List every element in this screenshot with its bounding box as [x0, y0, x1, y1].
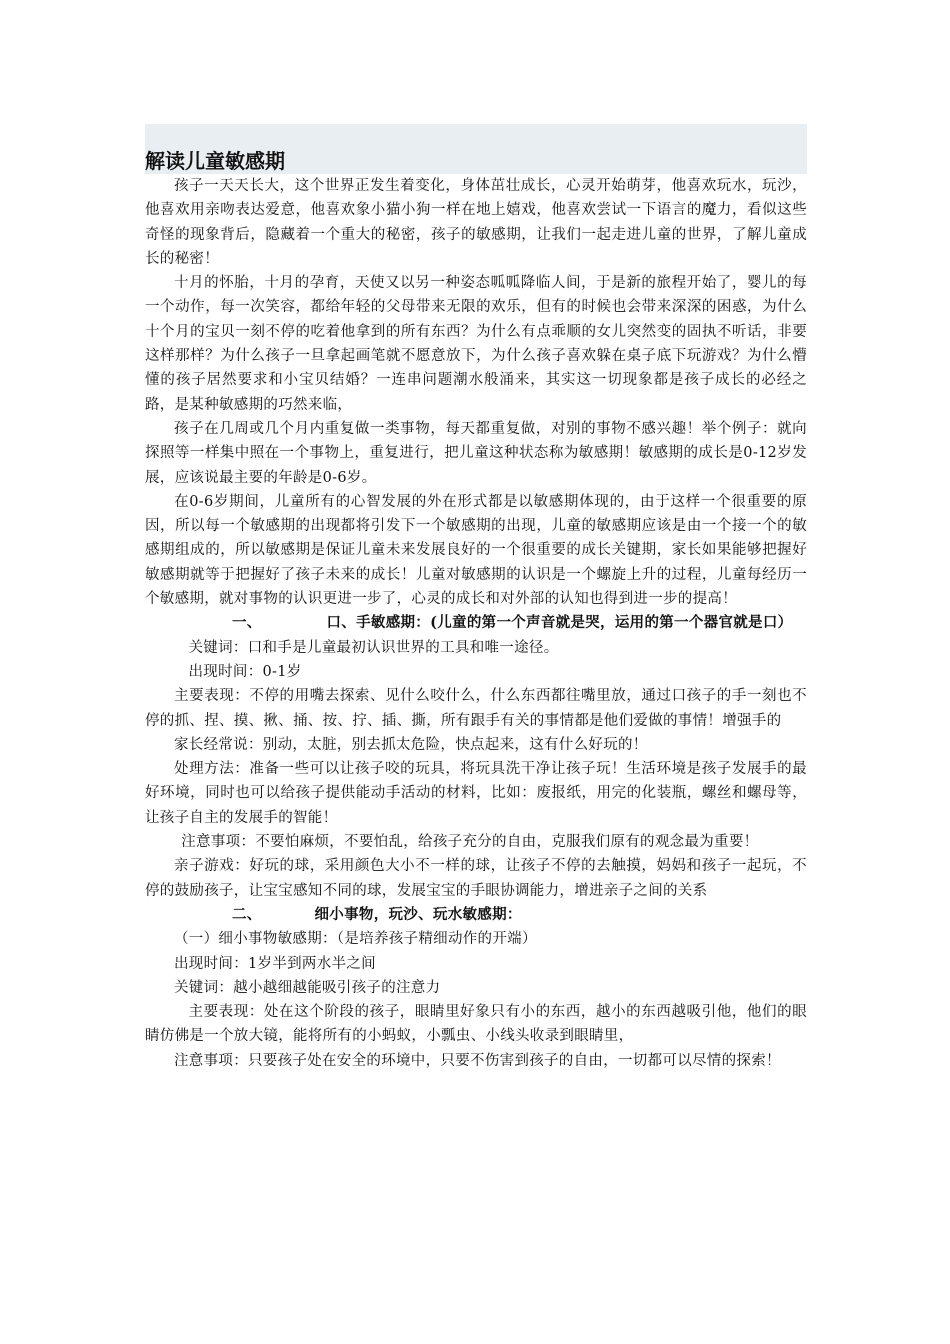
paragraph-definition: 孩子在几周或几个月内重复做一类事物，每天都重复做，对别的事物不感兴趣！举个例子：就向探照等一样集中照在一个事物上，重复进行，把儿童这种状态称为敏感期！敏感期的成长是0-12岁发展，应该说最主要的年龄是0-6岁。 — [145, 420, 807, 486]
section1-time: 出现时间：0-1岁 — [188, 663, 302, 680]
section1-parents: 家长经常说：别动，太脏，别去抓太危险，快点起来，这有什么好玩的！ — [174, 736, 648, 753]
section1-keyword: 关键词：口和手是儿童最初认识世界的工具和唯一途径。 — [188, 639, 559, 656]
section2-keyword: 关键词：越小越细越能吸引孩子的注意力 — [174, 979, 441, 996]
section2-number: 二、 — [232, 905, 262, 923]
section1-method: 处理方法：准备一些可以让孩子咬的玩具，将玩具洗干净让孩子玩！生活环境是孩子发展手的最好环境，同时也可以给孩子提供能动手活动的材料，比如：废报纸，用完的化装瓶，螺丝和螺母等，让孩子自主的发展手的智能！ — [145, 761, 807, 826]
section1-number: 一、 — [232, 614, 262, 632]
section2-performance: 主要表现：处在这个阶段的孩子，眼睛里好象只有小的东西，越小的东西越吸引他，他们的眼睛仿佛是一个放大镜，能将所有的小蚂蚁，小瓢虫、小线头收录到眼睛里， — [145, 1004, 807, 1045]
section1-performance: 主要表现：不停的用嘴去探索、见什么咬什么，什么东西都往嘴里放，通过口孩子的手一刻也不停的抓、捏、摸、揪、捅、按、拧、插、撕，所有跟手有关的事情都是他们爱做的事情！增强手的 — [145, 688, 807, 729]
section2-notice: 注意事项：只要孩子处在安全的环境中，只要不伤害到孩子的自由，一切都可以尽情的探索！ — [174, 1052, 781, 1069]
section2-time: 出现时间：1岁半到两水半之间 — [174, 955, 376, 972]
title-banner — [145, 124, 807, 174]
section1-notice: 注意事项：不要怕麻烦，不要怕乱，给孩子充分的自由，克服我们原有的观念最为重要！ — [181, 834, 759, 851]
section1-heading — [145, 611, 807, 635]
section2-subheading: （一）细小事物敏感期：（是培养孩子精细动作的开端） — [174, 931, 537, 948]
section2-title: 细小事物，玩沙、玩水敏感期： — [314, 905, 522, 923]
section1-game: 亲子游戏：好玩的球，采用颜色大小不一样的球，让孩子不停的去触摸，妈妈和孩子一起玩，不停的鼓励孩子，让宝宝感知不同的球，发展宝宝的手眼协调能力，增进亲子之间的关系 — [145, 858, 807, 899]
paragraph-intro: 孩子一天天长大，这个世界正发生着变化，身体茁壮成长，心灵开始萌芽，他喜欢玩水，玩沙，他喜欢用亲吻表达爱意，他喜欢象小猫小狗一样在地上嬉戏，他喜欢尝试一下语言的魔力，看似这些奇怪的现象背后，隐藏着一个重大的秘密，孩子的敏感期，让我们一起走进儿童的世界，了解儿童成长的秘密！ — [145, 178, 807, 267]
paragraph-pregnancy: 十月的怀胎，十月的孕育，天使又以另一种姿态呱呱降临人间，于是新的旅程开始了，婴儿的每一个动作，每一次笑容，都给年轻的父母带来无限的欢乐，但有的时候也会带来深深的困惑，为什么十个月的宝贝一刻不停的吃着他拿到的所有东西？为什么有点乖顺的女儿突然变的固执不听话，非要这样那样？为什么孩子一旦拿起画笔就不愿意放下，为什么孩子喜欢躲在桌子底下玩游戏？为什么懵懂的孩子居然要求和小宝贝结婚？一连串问题潮水般涌来，其实这一切现象都是孩子成长的必经之路，是某种敏感期的巧然来临， — [145, 275, 807, 413]
page-title: 解读儿童敏感期 — [145, 149, 285, 173]
section1-title: 口、手敏感期：(儿童的第一个声音就是哭，运用的第一个器官就是口） — [326, 614, 793, 632]
paragraph-development: 在0-6岁期间，儿童所有的心智发展的外在形式都是以敏感期体现的，由于这样一个很重要的原因，所以每一个敏感期的出现都将引发下一个敏感期的出现，儿童的敏感期应该是由一个接一个的敏感期组成的，所以敏感期是保证儿童未来发展良好的一个很重要的成长关键期，家长如果能够把握好敏感期就等于把握好了孩子未来的成长！儿童对敏感期的认识是一个螺旋上升的过程，儿童每经历一个敏感期，就对事物的认识更进一步了，心灵的成长和对外部的认知也得到进一步的提高！ — [145, 493, 807, 608]
document-body — [145, 174, 807, 1073]
section2-heading — [145, 903, 807, 927]
document-page — [145, 124, 807, 1073]
